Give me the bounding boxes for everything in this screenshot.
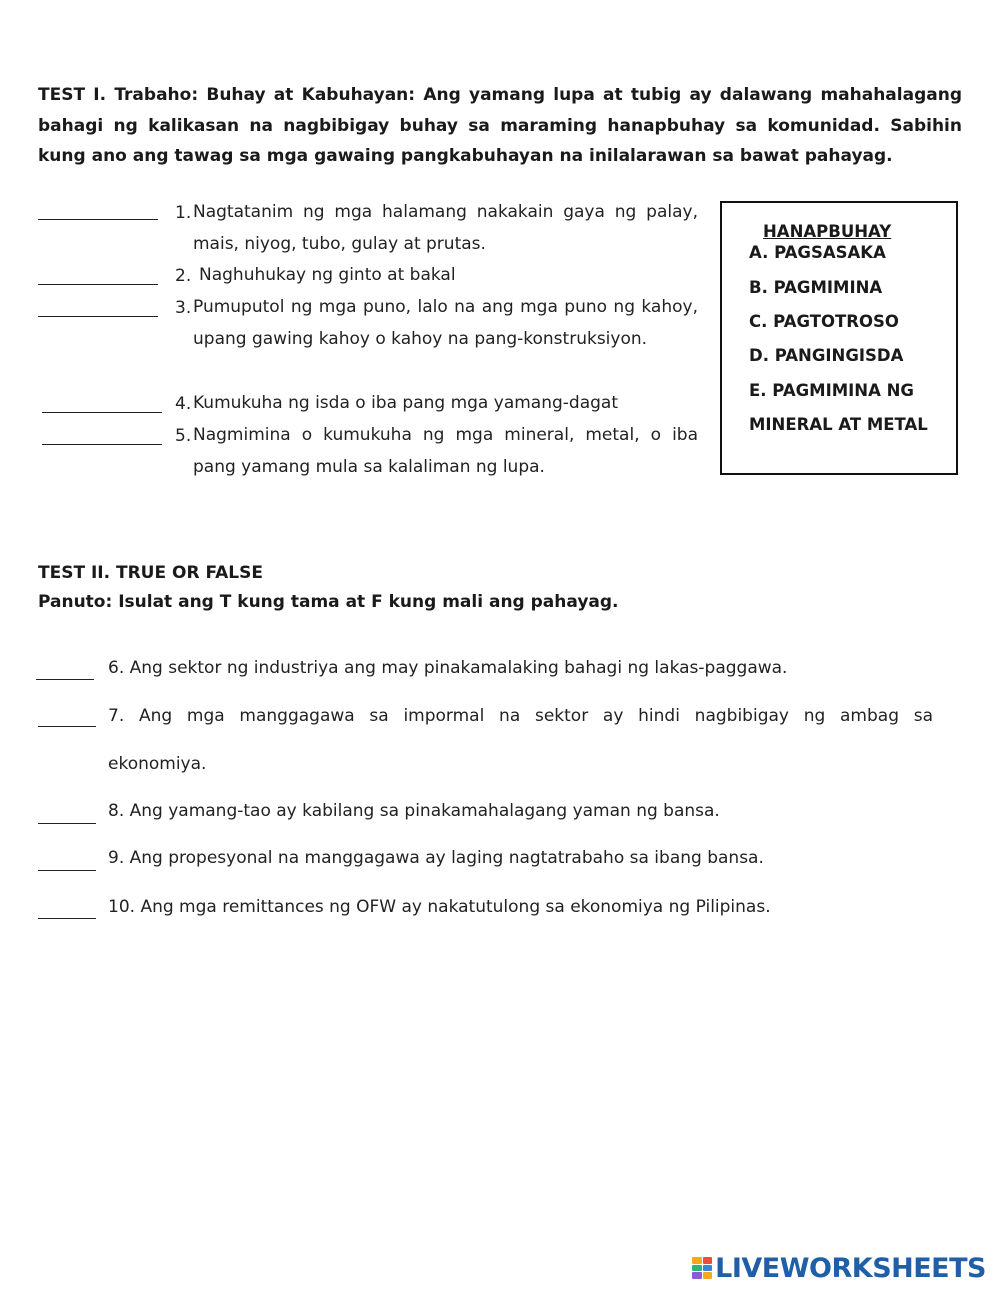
choice-e-cont: MINERAL AT METAL [749, 415, 928, 434]
choices-box-title: HANAPBUHAY [763, 222, 892, 241]
item-text-3: Pumuputol ng mga puno, lalo na ang mga puno ng kahoy, upang gawing kahoy o kahoy na pang-konstruksiyon. [193, 297, 698, 349]
answer-field-2[interactable] [38, 264, 158, 285]
answer-field-1[interactable] [38, 199, 158, 220]
test2-title: TEST II. TRUE OR FALSE [38, 563, 263, 583]
choice-b: B. PAGMIMINA [749, 278, 883, 297]
item-text-1: Nagtatanim ng mga halamang nakakain gaya ng palay, mais, niyog, tubo, gulay at prutas. [193, 202, 698, 254]
item-text-2: Naghuhukay ng ginto at bakal [199, 265, 456, 285]
tf-item-6: 6. Ang sektor ng industriya ang may pinakamalaking bahagi ng lakas-paggawa. [108, 658, 788, 678]
tf-answer-field-8[interactable] [38, 803, 96, 824]
item-number-4: 4. [175, 394, 192, 414]
test1-instructions: TEST I. Trabaho: Buhay at Kabuhayan: Ang yamang lupa at tubig ay dalawang mahahalagang bahagi ng kalikasan na nagbibigay buhay sa maraming hanapbuhay sa komunidad. Sabihin kung ano ang tawag sa mga gawaing pangkabuhayan na inilalarawan sa bawat pahayag. [38, 85, 962, 166]
tf-answer-field-6[interactable] [36, 659, 94, 680]
tf-item-7: 7. Ang mga manggagawa sa impormal na sektor ay hindi nagbibigay ng ambag sa [108, 706, 933, 726]
liveworksheets-logo [692, 1252, 986, 1284]
tf-item-10: 10. Ang mga remittances ng OFW ay nakatutulong sa ekonomiya ng Pilipinas. [108, 897, 771, 917]
tf-answer-field-10[interactable] [38, 898, 96, 919]
logo-text: LIVEWORKSHEETS [715, 1252, 986, 1284]
tf-answer-field-7[interactable] [38, 706, 96, 727]
item-text-4: Kumukuha ng isda o iba pang mga yamang-dagat [193, 393, 618, 413]
choice-c: C. PAGTOTROSO [749, 312, 899, 331]
choice-e: E. PAGMIMINA NG [749, 381, 914, 400]
tf-item-9: 9. Ang propesyonal na manggagawa ay laging nagtatrabaho sa ibang bansa. [108, 848, 764, 868]
liveworksheets-mark-icon [692, 1257, 712, 1279]
item-text-5: Nagmimina o kumukuha ng mga mineral, metal, o iba pang yamang mula sa kalaliman ng lupa. [193, 425, 698, 477]
item-number-5: 5. [175, 426, 192, 446]
item-number-2: 2. [175, 266, 192, 286]
choice-a: A. PAGSASAKA [749, 243, 886, 262]
answer-field-5[interactable] [42, 424, 162, 445]
tf-item-7-cont: ekonomiya. [108, 754, 207, 774]
choice-d: D. PANGINGISDA [749, 346, 904, 365]
answer-field-4[interactable] [42, 392, 162, 413]
answer-field-3[interactable] [38, 296, 158, 317]
item-number-3: 3. [175, 298, 192, 318]
tf-item-8: 8. Ang yamang-tao ay kabilang sa pinakamahalagang yaman ng bansa. [108, 801, 720, 821]
test2-instruction: Panuto: Isulat ang T kung tama at F kung mali ang pahayag. [38, 592, 619, 612]
item-number-1: 1. [175, 203, 192, 223]
tf-answer-field-9[interactable] [38, 850, 96, 871]
